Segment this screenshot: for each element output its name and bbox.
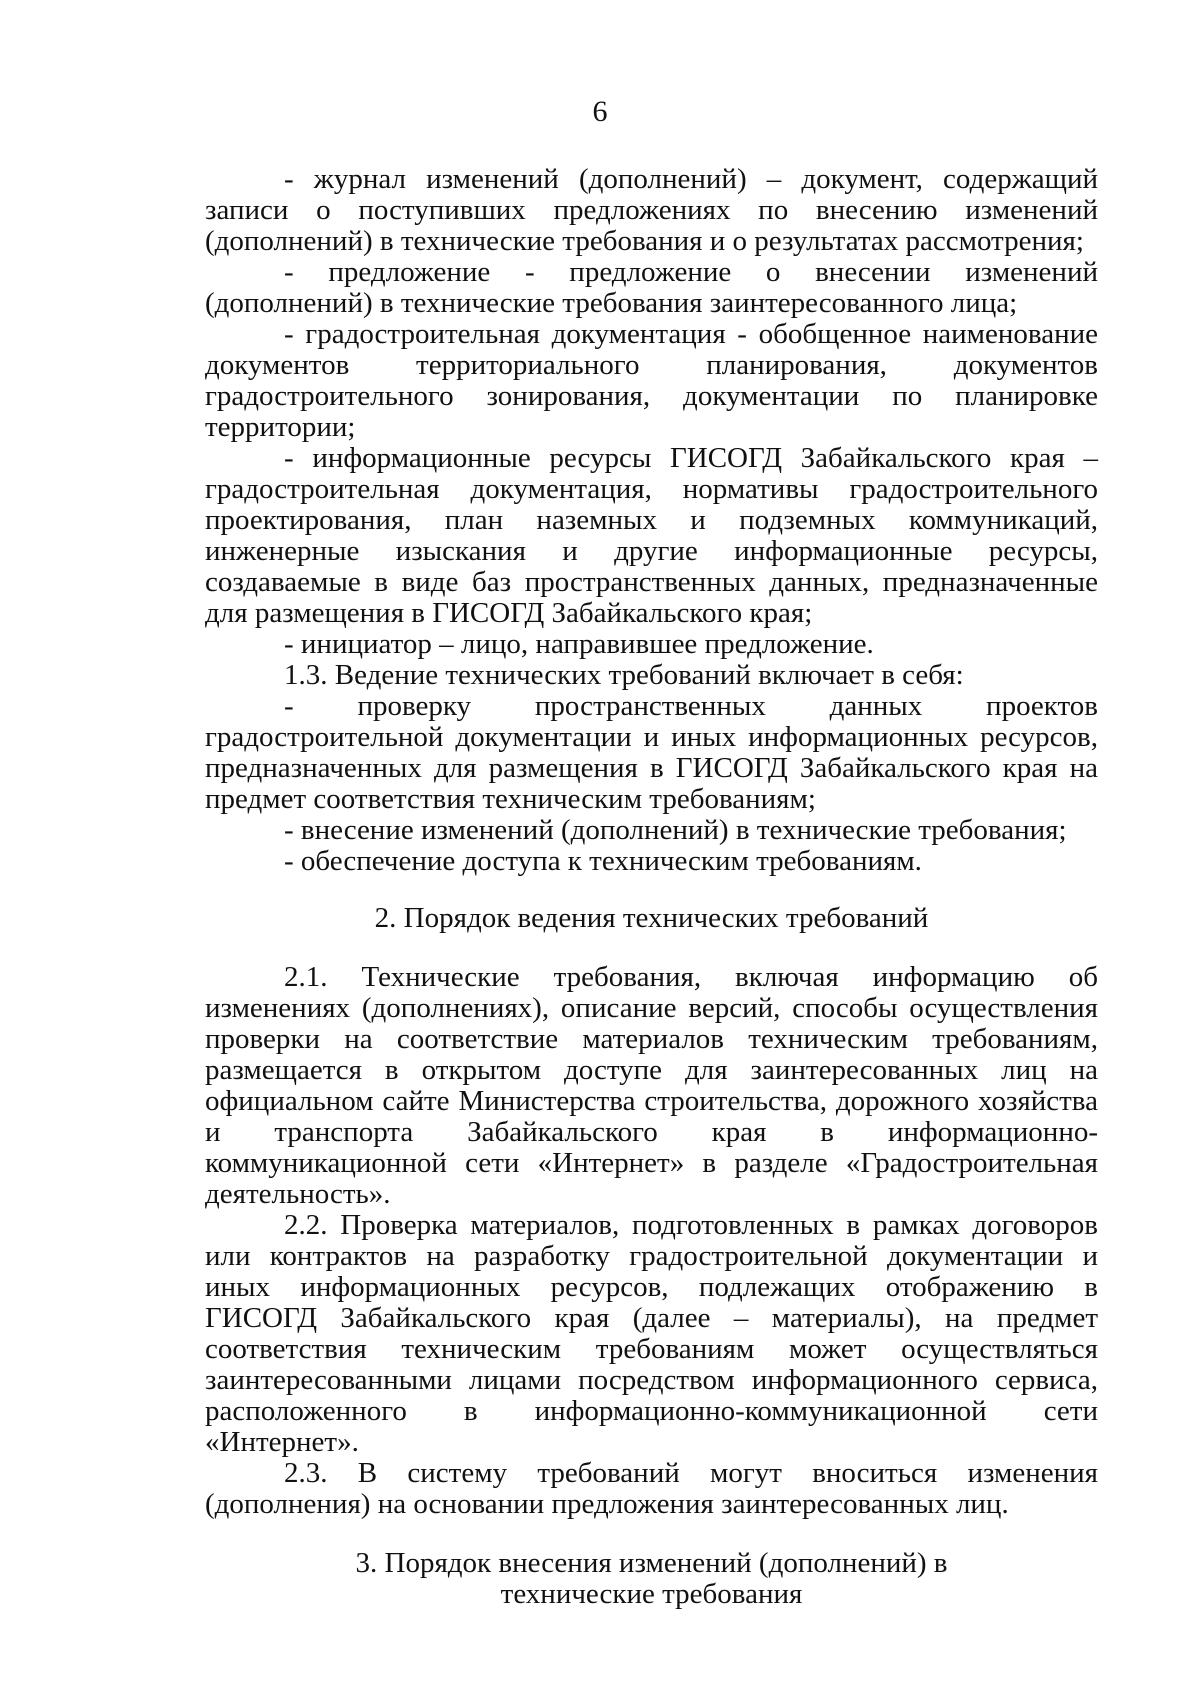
- clause-2-3: 2.3. В систему требований могут вноситься изменения (дополнения) на основании предложения заинтересованных лиц.: [205, 1457, 1098, 1520]
- definition-proposal: - предложение - предложение о внесении изменений (дополнений) в технические требования заинтересованного лица;: [205, 256, 1098, 319]
- clause-1-3-item-changes: - внесение изменений (дополнений) в технические требования;: [284, 814, 1067, 846]
- section-heading-2: 2. Порядок ведения технических требований: [374, 902, 929, 934]
- clause-1-3-item-check: - проверку пространственных данных проектов градостроительной документации и иных информационных ресурсов, предназначенных для размещения в ГИСОГД Забайкальского края на предмет соответствия техническим требованиям;: [205, 690, 1098, 815]
- clause-1-3-item-access: - обеспечение доступа к техническим требованиям.: [284, 845, 922, 877]
- body-text: [205, 164, 1098, 1610]
- definition-information-resources: - информационные ресурсы ГИСОГД Забайкальского края – градостроительная документация, нормативы градостроительного проектирования, план наземных и подземных коммуникаций, инженерные изыскания и другие информационные ресурсы, создаваемые в виде баз пространственных данных, предназначенные для размещения в ГИСОГД Забайкальского края;: [205, 442, 1098, 629]
- definition-initiator: - инициатор – лицо, направившее предложение.: [284, 628, 874, 660]
- definition-change-log: - журнал изменений (дополнений) – документ, содержащий записи о поступивших предложениях по внесению изменений (дополнений) в технические требования и о результатах рассмотрения;: [205, 163, 1098, 257]
- definition-urban-planning-documentation: - градостроительная документация - обобщенное наименование документов территориального планирования, документов градостроительного зонирования, документации по планировке территории;: [205, 318, 1098, 443]
- section-heading-3: 3. Порядок внесения изменений (дополнений) в технические требования: [355, 1547, 948, 1610]
- clause-2-1: 2.1. Технические требования, включая информацию об изменениях (дополнениях), описание версий, способы осуществления проверки на соответствие материалов техническим требованиям, размещается в открытом доступе для заинтересованных лиц на официальном сайте Министерства строительства, дорожного хозяйства и транспорта Забайкальского края в информационно-коммуникационной сети «Интернет» в разделе «Градостроительная деятельность».: [205, 961, 1098, 1210]
- clause-1-3: 1.3. Ведение технических требований включает в себя:: [284, 659, 964, 691]
- page-number: 6: [592, 95, 608, 128]
- clause-2-2: 2.2. Проверка материалов, подготовленных в рамках договоров или контрактов на разработку градостроительной документации и иных информационных ресурсов, подлежащих отображению в ГИСОГД Забайкальского края (далее – материалы), на предмет соответствия техническим требованиям может осуществляться заинтересованными лицами посредством информационного сервиса, расположенного в информационно-коммуникационной сети «Интернет».: [205, 1209, 1098, 1458]
